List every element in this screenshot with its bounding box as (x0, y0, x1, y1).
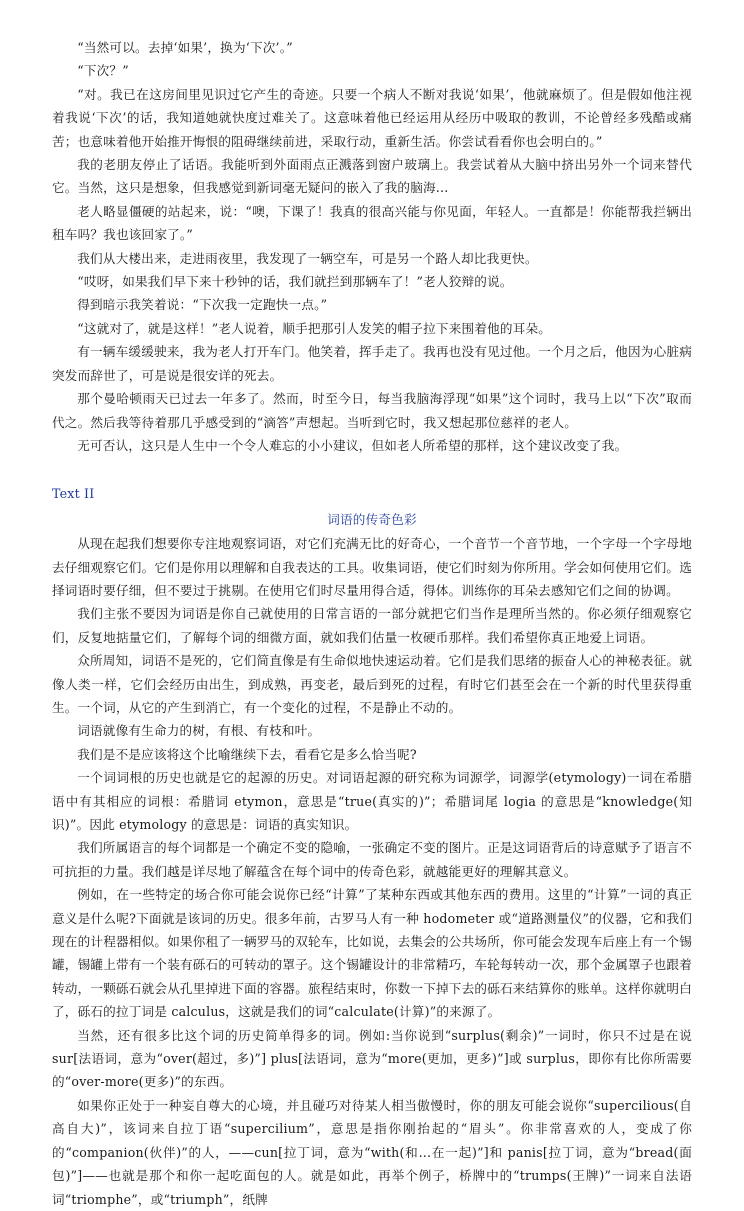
text1-paragraph: “这就对了，就是这样！”老人说着，顺手把那引人发笑的帽子拉下来围着他的耳朵。 (77, 320, 552, 336)
text2-paragraph: 我们是不是应该将这个比喻继续下去，看看它是多么恰当呢? (77, 746, 417, 762)
text1-paragraph: 我们从大楼出来，走进雨夜里，我发现了一辆空车，可是另一个路人却比我更快。 (77, 250, 538, 266)
text2-paragraph: 词语就像有生命力的树，有根、有枝和叶。 (77, 723, 321, 739)
text1-paragraph: “当然可以。去掉‘如果’，换为‘下次’。” (77, 40, 293, 55)
text2-paragraph: 一个词词根的历史也就是它的起源的历史。对词语起源的研究称为词源学，词源学(etymology)一词在希腊语中有其相应的词根：希腊词 etymon，意思是“true(真实的)”；希腊词尾 logia 的意思是“knowledge(知识)”。因此 etymology 的意思是：词语的真实知识。 (52, 770, 692, 832)
section-gap (52, 457, 692, 482)
document-page (52, 36, 692, 1211)
text1-paragraph: “下次？” (77, 63, 129, 79)
text2-paragraph: 如果你正处于一种妄自尊大的心境，并且碰巧对待某人相当傲慢时，你的朋友可能会说你“supercilious(自高自大)”，该词来自拉丁语“supercilium”，意思是指你刚抬起的“眉头”。你非常喜欢的人，变成了你的“companion(伙伴)”的人，——cun[拉丁词，意为“with(和…在一起)”]和 panis[拉丁词，意为“bread(面包)”]——也就是那个和你一起吃面包的人。就是如此，再举个例子，桥牌中的“trumps(王牌)”一词来自法语词“triomphe”，或“triumph”，纸牌 (52, 1097, 692, 1207)
text1-paragraph: 老人略显僵硬的站起来，说：“噢，下课了！我真的很高兴能与你见面，年轻人。一直都是！你能帮我拦辆出租车吗？我也该回家了。” (52, 203, 692, 243)
text1-paragraph: “对。我已在这房间里见识过它产生的奇迹。只要一个病人不断对我说‘如果’，他就麻烦了。但是假如他注视着我说‘下次’的话，我知道她就快度过难关了。这意味着他已经运用从经历中吸取的教训，不论曾经多残酷或痛苦；也意味着他开始推开悔恨的阻碍继续前进，采取行动，重新生活。你尝试看看你也会明白的。” (52, 86, 692, 149)
text2-paragraph: 我们所属语言的每个词都是一个确定不变的隐喻，一张确定不变的图片。正是这词语背后的诗意赋予了语言不可抗拒的力量。我们越是详尽地了解蕴含在每个词中的传奇色彩，就越能更好的理解其意义。 (52, 840, 692, 879)
text2-paragraph: 从现在起我们想要你专注地观察词语，对它们充满无比的好奇心，一个音节一个音节地，一个字母一个字母地去仔细观察它们。它们是你用以理解和自我表达的工具。收集词语，使它们时刻为你所用。学会如何使用它们。选择词语时要仔细，但不要过于挑剔。在使用它们时尽量用得合适，得体。训练你的耳朵去感知它们之间的协调。 (52, 536, 692, 598)
text1-paragraph: 得到暗示我笑着说：“下次我一定跑快一点。” (77, 297, 328, 313)
text1-paragraph: 无可否认，这只是人生中一个令人难忘的小小建议，但如老人所希望的那样，这个建议改变了我。 (77, 437, 628, 453)
text1-paragraph: “哎呀，如果我们早下来十秒钟的话，我们就拦到那辆车了！”老人狡辩的说。 (77, 274, 513, 290)
section-label: Text II (52, 486, 95, 502)
text1-paragraph: 有一辆车缓缓驶来，我为老人打开车门。他笑着，挥手走了。我再也没有见过他。一个月之后，他因为心脏病突发而辞世了，可是说是很安详的死去。 (52, 344, 692, 383)
text2-paragraph: 众所周知，词语不是死的，它们简直像是有生命似地快速运动着。它们是我们思绪的振奋人心的神秘表征。就像人类一样，它们会经历由出生，到成熟，再变老，最后到死的过程，有时它们甚至会在一个新的时代里获得重生。一个词，从它的产生到消亡，有一个变化的过程，不是静止不动的。 (52, 653, 692, 715)
section-title: 词语的传奇色彩 (327, 511, 417, 527)
text2-paragraph: 例如，在一些特定的场合你可能会说你已经“计算”了某种东西或其他东西的费用。这里的“计算”一词的真正意义是什么呢?下面就是该词的历史。很多年前，古罗马人有一种 hodometer 或“道路测量仪”的仪器，它和我们现在的计程器相似。如果你租了一辆罗马的双轮车，比如说，去集会的公共场所，你可能会发现车后座上有一个锡罐，锡罐上带有一个装有砾石的可转动的罩子。这个锡罐设计的非常精巧，车轮每转动一次，那个金属罩子也跟着转动，一颗砾石就会从孔里掉进下面的容器。旅程结束时，你数一下掉下去的砾石来结算你的账单。这样你就明白了，砾石的拉丁词是 calculus，这就是我们的词“calculate(计算)”的来源了。 (52, 887, 692, 1020)
text2-paragraph: 我们主张不要因为词语是你自己就使用的日常言语的一部分就把它们当作是理所当然的。你必须仔细观察它们，反复地掂量它们，了解每个词的细微方面，就如我们估量一枚硬币那样。我们希望你真正地爱上词语。 (52, 606, 692, 645)
text2-paragraph: 当然，还有很多比这个词的历史简单得多的词。例如:当你说到“surplus(剩余)”一词时，你只不过是在说 sur[法语词，意为“over(超过，多)”] plus[法语词，意为“more(更加，更多)”]或 surplus，即你有比你所需要的“over-more(更多)”的东西。 (52, 1027, 692, 1090)
text1-paragraph: 我的老朋友停止了话语。我能听到外面雨点正溅落到窗户玻璃上。我尝试着从大脑中挤出另外一个词来替代它。当然，这只是想象，但我感觉到新词毫无疑问的嵌入了我的脑海... (52, 157, 692, 196)
text1-paragraph: 那个曼哈顿雨天已过去一年多了。然而，时至今日，每当我脑海浮现“如果”这个词时，我马上以“下次”取而代之。然后我等待着那几乎感受到的“滴答”声想起。当听到它时，我又想起那位慈祥的老人。 (52, 391, 692, 430)
